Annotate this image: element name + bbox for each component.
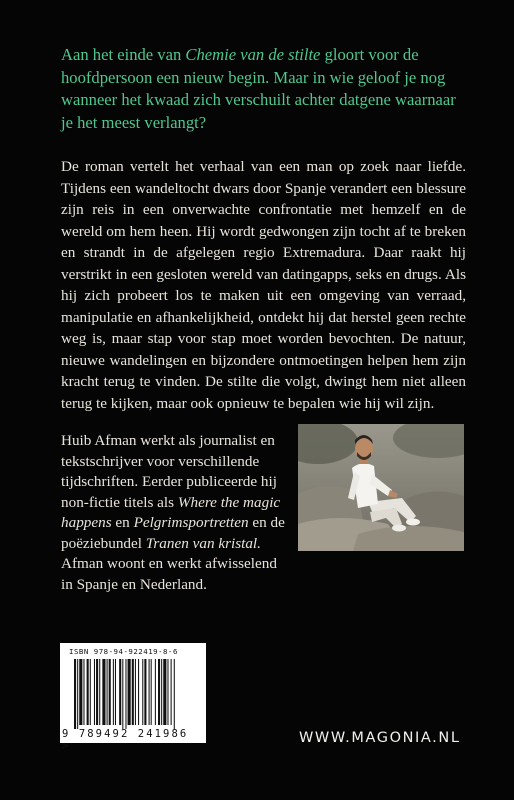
barcode-bar <box>132 659 134 725</box>
barcode-bar <box>90 659 91 725</box>
barcode-bar <box>119 659 121 725</box>
barcode-bar <box>174 659 175 729</box>
barcode-bar <box>109 659 111 725</box>
barcode-bar <box>161 659 162 725</box>
barcode-bar <box>87 659 89 725</box>
barcode-bar <box>107 659 108 725</box>
barcode-bar <box>149 659 150 725</box>
teaser-text-1: Aan het einde van <box>61 45 186 64</box>
author-bio <box>61 431 286 595</box>
barcode-bar <box>135 659 136 725</box>
author-photo <box>298 424 464 551</box>
isbn-label: ISBN 978-94-922419-8-6 <box>69 647 178 656</box>
bio-text-2: en <box>111 514 134 531</box>
barcode-bar <box>151 659 152 725</box>
barcode-bar <box>158 659 160 725</box>
author-photo-image <box>298 424 464 551</box>
barcode-bar <box>77 659 78 729</box>
synopsis-paragraph: De roman vertelt het verhaal van een man op zoek naar liefde. Tijdens een wandeltocht dwars door Spanje verandert een blessure zijn reis in een onverwachte confrontatie met hemzelf en de wereld om hem heen. Hij wordt gedwongen zijn tocht af te breken en strandt in de afgelegen regio Extremadura. Daar raakt hij verstrikt in een gesloten wereld van datingapps, seks en drugs. Als hij zich probeert los te maken uit een omgeving van verraad, manipulatie en afhankelijkheid, ontdekt hij dat herstel geen rechte weg is, maar stap voor stap moet worden bevochten. De natuur, nieuwe wandelingen en bijzondere ontmoetingen helpen hem zijn kracht terug te vinden. De stilte die volgt, dwingt hem niet alleen terug te kijken, maar ook opnieuw te bepalen wie hij wil zijn. <box>61 158 466 412</box>
teaser-text-2: gloort voor de hoofdpersoon een nieuw begin. Maar in wie geloof je nog wanneer het kwaad zich verschuilt achter datgene waarnaar je het meest verlangt? <box>61 45 456 132</box>
barcode-bar <box>167 659 168 725</box>
bio-text-3: en de poëziebundel <box>61 514 285 552</box>
barcode-bar <box>128 659 131 725</box>
barcode-bar <box>99 659 100 725</box>
teaser-paragraph <box>61 44 471 134</box>
barcode-bar <box>144 659 146 725</box>
barcode-bar <box>171 659 172 725</box>
barcode-bar <box>102 659 105 725</box>
barcode-bar <box>74 659 76 729</box>
bio-text-4: Afman woont en werkt afwisselend in Spanje en Nederland. <box>61 555 277 593</box>
barcode-bar <box>113 659 114 725</box>
barcode-bar <box>79 659 82 725</box>
barcode-bar <box>96 659 98 725</box>
teaser-book-title: Chemie van de stilte <box>185 45 321 64</box>
bio-title-2: Pelgrimsportretten <box>133 514 249 531</box>
barcode-bar <box>155 659 156 725</box>
barcode-digits: 9 789492 241986 > <box>62 728 189 752</box>
bio-title-3: Tranen van kristal. <box>145 534 261 552</box>
barcode-bar <box>138 659 139 725</box>
barcode-bar <box>142 659 143 725</box>
bio-text-1: Huib Afman werkt als journalist en tekstschrijver voor verschillende tijdschriften. Eerder publiceerde hij non-fictie titels als <box>61 432 277 511</box>
barcode-bar <box>94 659 95 725</box>
barcode-bar <box>83 659 84 725</box>
barcode-bar <box>122 659 123 729</box>
barcode-bar <box>125 659 126 729</box>
barcode-bar <box>115 659 116 725</box>
barcode-bar <box>163 659 166 725</box>
publisher-url[interactable]: WWW.MAGONIA.NL <box>299 730 461 746</box>
barcode-box <box>60 643 206 752</box>
bio-title-1: Where the magic happens <box>61 493 281 531</box>
